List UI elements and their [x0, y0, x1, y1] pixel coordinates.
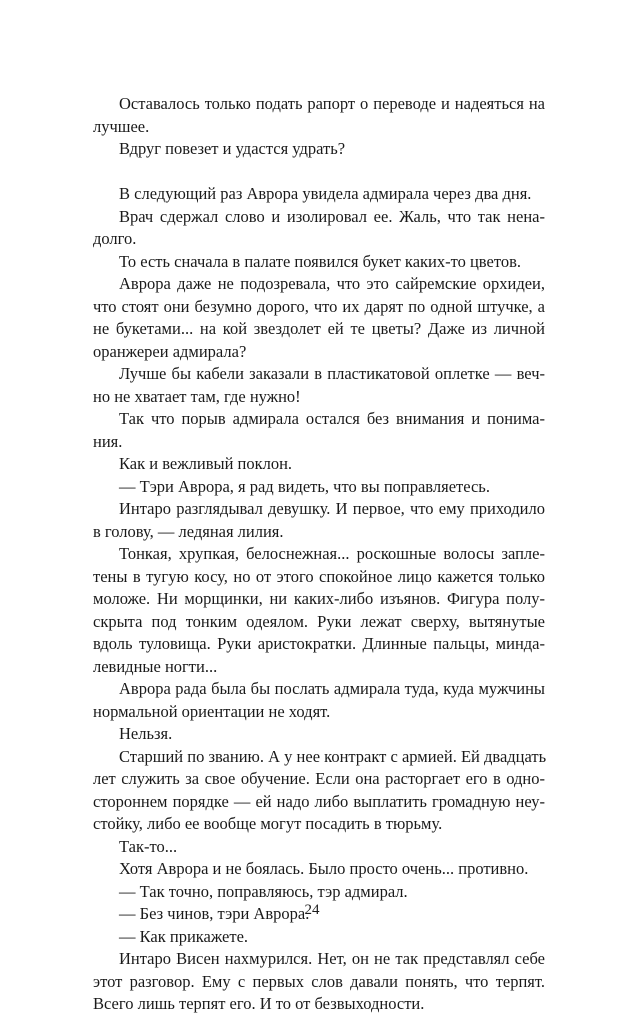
- text-line: не букетами... на кой звездолет ей те цветы? Даже из личной: [93, 319, 545, 338]
- text-line: стойку, либо ее вообще могут посадить в тюрьму.: [93, 814, 443, 833]
- text-line: Интаро разглядывал девушку. И первое, что ему приходило: [119, 499, 545, 518]
- text-line: — Так точно, поправляюсь, тэр адмирал.: [119, 881, 408, 901]
- text-line: Всего лишь терпят его. И то от безвыходности.: [93, 994, 425, 1013]
- text-line: оранжереи адмирала?: [93, 341, 247, 361]
- text-line: Интаро Висен нахмурился. Нет, он не так представлял себе: [119, 949, 545, 968]
- text-line: Так-то...: [119, 836, 178, 856]
- text-line: Как и вежливый поклон.: [119, 454, 293, 473]
- text-line: лучшее.: [93, 116, 150, 136]
- text-line: Врач сдержал слово и изолировал ее. Жаль, что так нена-: [119, 206, 545, 226]
- text-line: что стоят они безумно дорого, что их дарят по одной штучке, а: [93, 296, 545, 316]
- text-line: тены в тугую косу, но от этого спокойное лицо кажется только: [93, 566, 545, 586]
- body-text: [93, 93, 545, 1016]
- text-line: Старший по званию. А у нее контракт с армией. Ей двадцать: [119, 746, 547, 766]
- text-line: этот разговор. Ему с первых слов давали понять, что терпят.: [93, 971, 545, 991]
- text-line: Аврора даже не подозревала, что это сайремские орхидеи,: [119, 274, 545, 293]
- text-line: нормальной ориентации не ходят.: [93, 701, 331, 721]
- blank-line: [93, 161, 545, 184]
- text-line: ния.: [93, 431, 123, 451]
- text-line: долго.: [93, 229, 137, 248]
- text-line: левидные ногти...: [93, 656, 218, 676]
- text-line: лет служить за свое обучение. Если она расторгает его в одно-: [93, 769, 545, 788]
- page-number: 24: [304, 902, 320, 918]
- text-line: — Как прикажете.: [119, 926, 249, 946]
- text-line: Тонкая, хрупкая, белоснежная... роскошные волосы запле-: [119, 544, 545, 563]
- text-line: вдоль туловища. Руки аристократки. Длинные пальцы, минда-: [93, 634, 545, 653]
- text-line: В следующий раз Аврора увидела адмирала через два дня.: [119, 184, 532, 203]
- text-line: То есть сначала в палате появился букет каких-то цветов.: [119, 251, 521, 271]
- text-line: Нельзя.: [119, 724, 173, 743]
- text-line: стороннем порядке — ей надо либо выплатить громадную неу-: [93, 791, 545, 811]
- text-line: но не хватает там, где нужно!: [93, 386, 301, 406]
- text-line: Так что порыв адмирала остался без внимания и понима-: [119, 409, 545, 428]
- text-line: Хотя Аврора и не боялась. Было просто очень... противно.: [119, 859, 529, 878]
- text-line: Аврора рада была бы послать адмирала туда, куда мужчины: [119, 679, 545, 698]
- text-line: Оставалось только подать рапорт о переводе и надеяться на: [119, 94, 545, 113]
- text-line: скрыта под тонким одеялом. Руки лежат сверху, вытянутые: [93, 611, 545, 631]
- text-line: моложе. Ни морщинки, ни каких-либо изъянов. Фигура полу-: [93, 589, 545, 608]
- text-line: — Без чинов, тэри Аврора.: [119, 904, 310, 923]
- text-line: — Тэри Аврора, я рад видеть, что вы поправляетесь.: [119, 476, 490, 496]
- text-line: Вдруг повезет и удастся удрать?: [119, 139, 346, 158]
- text-line: в голову, — ледяная лилия.: [93, 521, 284, 541]
- text-line: Лучше бы кабели заказали в пластикатовой оплетке — веч-: [119, 364, 545, 383]
